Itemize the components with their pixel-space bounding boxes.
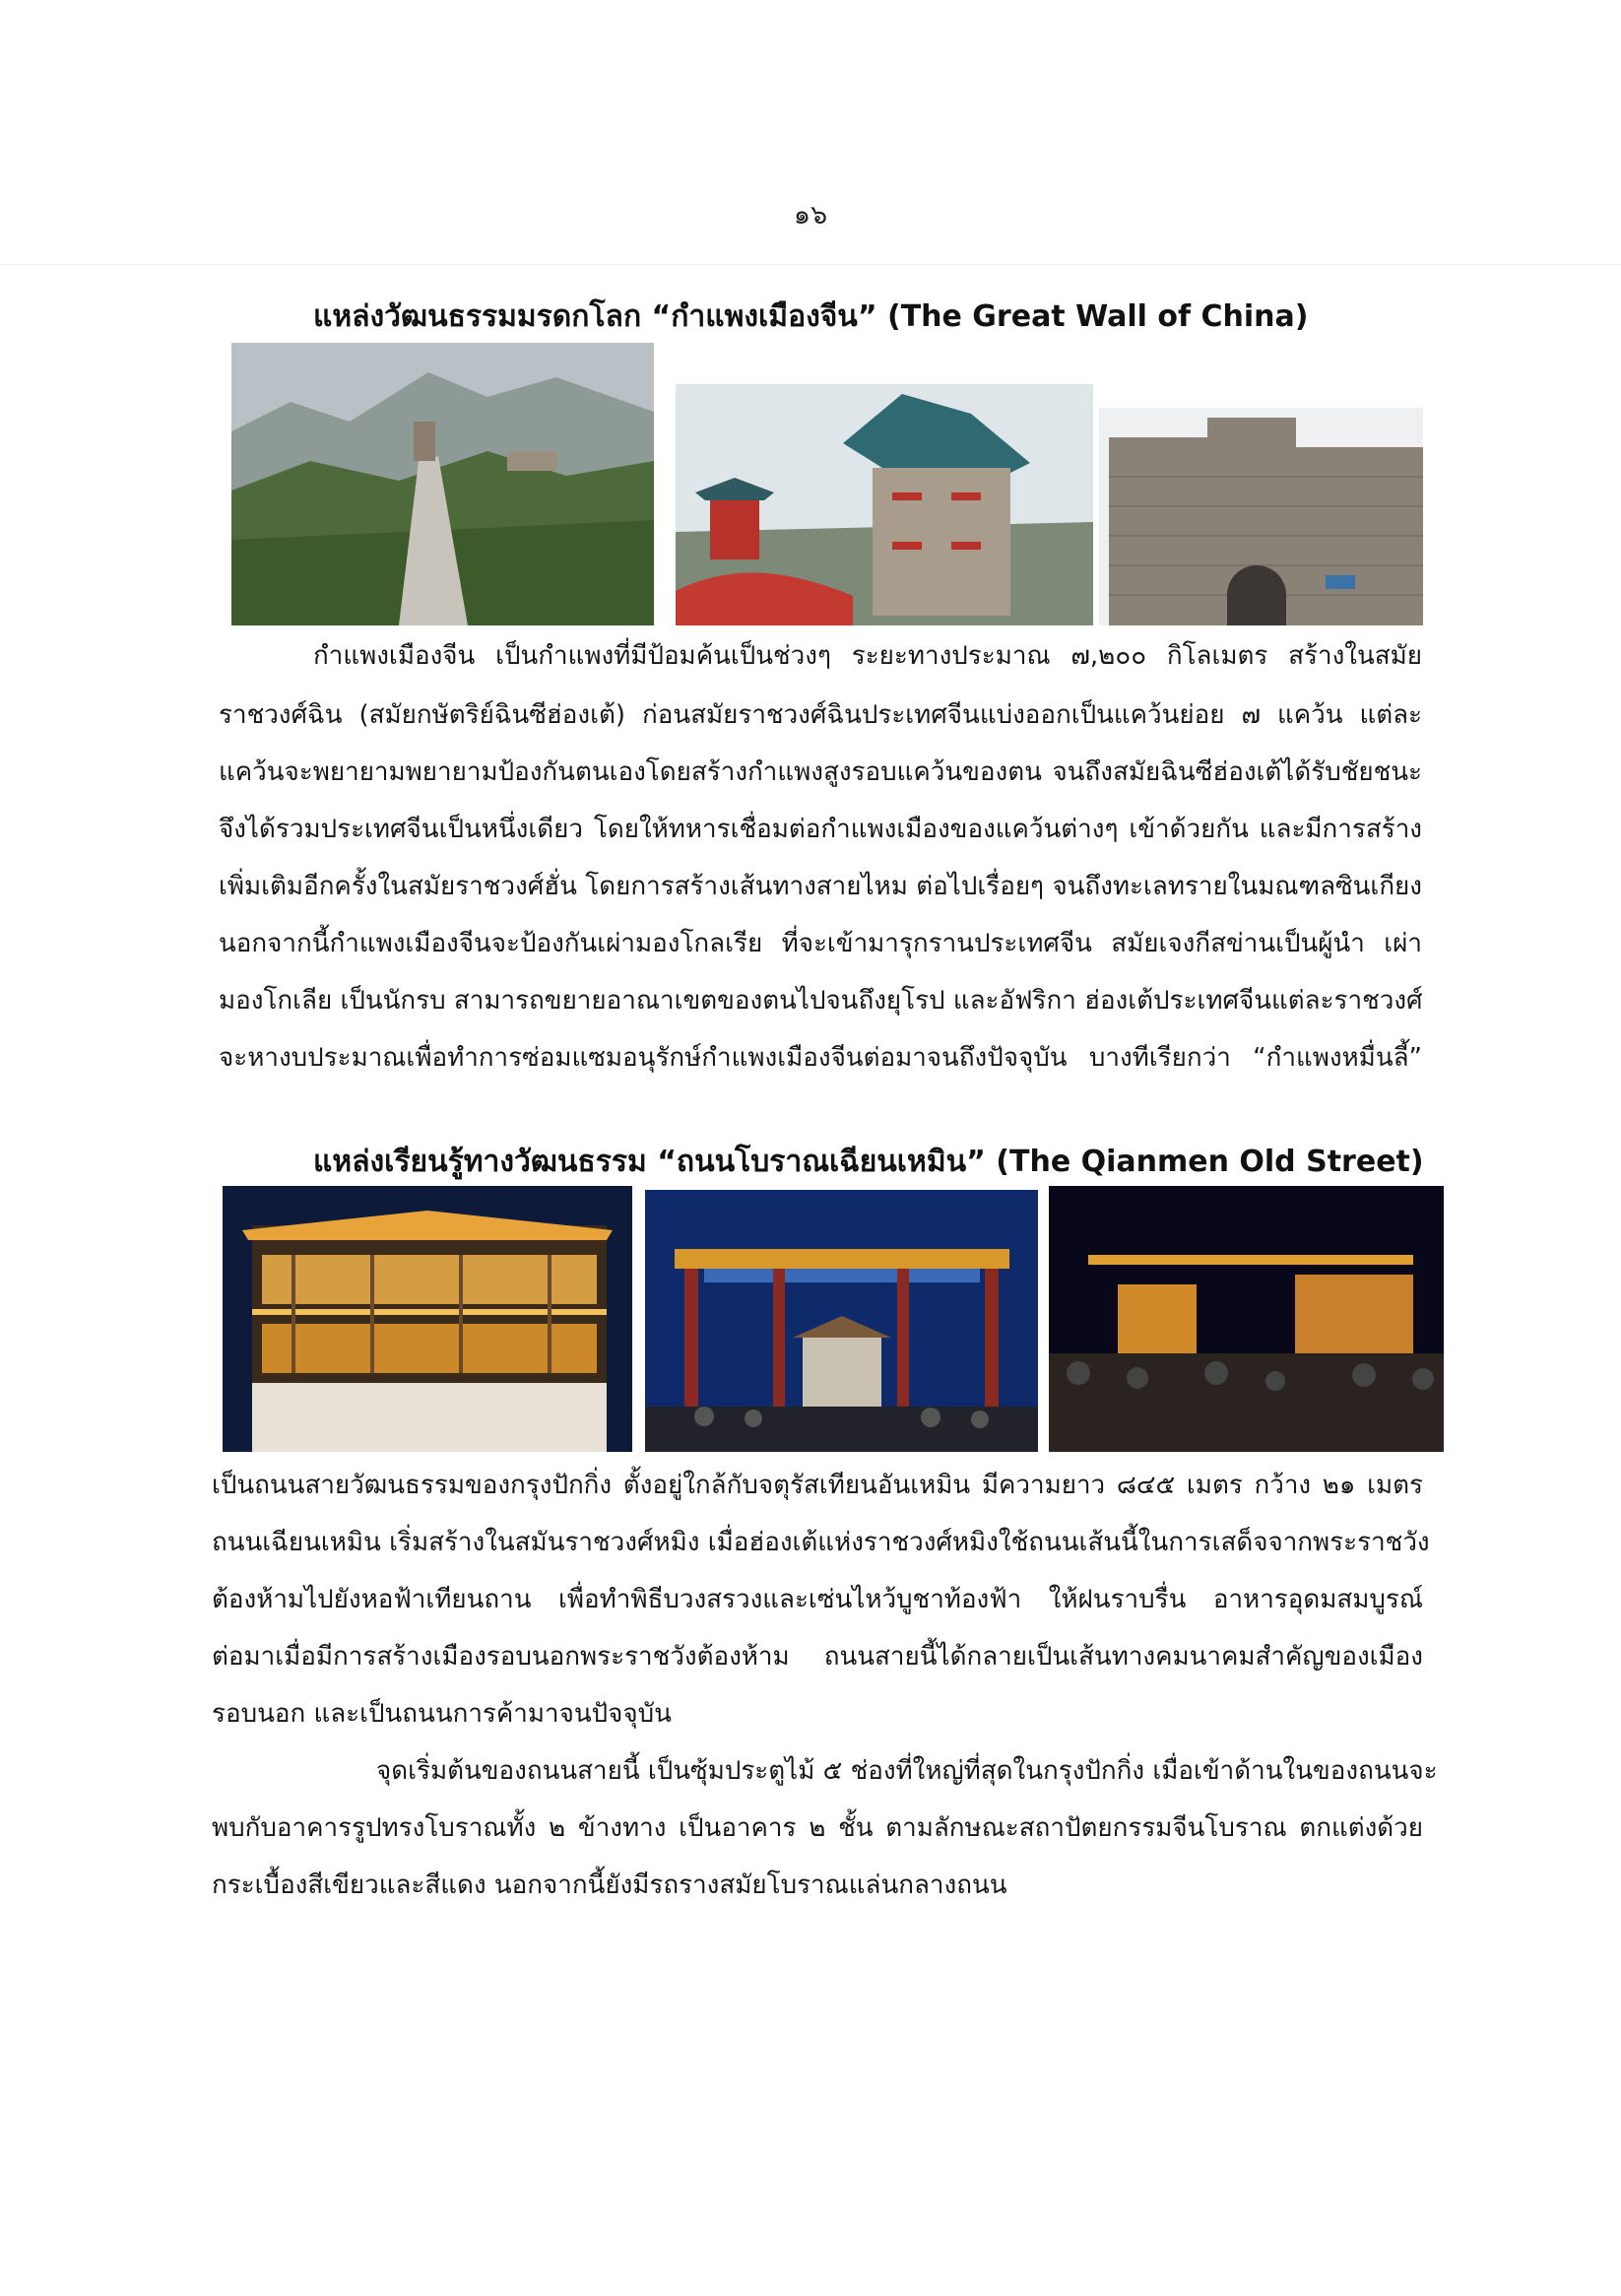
paragraph-line: เป็นถนนสายวัฒนธรรมของกรุงปักกิ่ง ตั้งอยู่ใกล้กับจตุรัสเทียนอันเหมิน มีความยาว ๘๔๕ เมตร กว้าง ๒๑ เมตร (212, 1471, 1423, 1500)
paragraph-line: ถนนเฉียนเหมิน เริ่มสร้างในสมันราชวงศ์หมิง เมื่อฮ่องเต้แห่งราชวงศ์หมิงใช้ถนนเส้นนี้ในการเสด็จจากพระราชวัง (212, 1528, 1430, 1557)
photo-great-wall-mountain (231, 343, 654, 625)
paragraph-line: ราชวงศ์ฉิน (สมัยกษัตริย์ฉินซีฮ่องเต้) ก่อนสมัยราชวงศ์ฉินประเทศจีนแบ่งออกเป็นแคว้นย่อย ๗ แคว้น แต่ละ (219, 700, 1422, 730)
section-heading-qianmen: แหล่งเรียนรู้ทางวัฒนธรรม “ถนนโบราณเฉียนเหมิน” (The Qianmen Old Street) (313, 1145, 1424, 1179)
section-heading-great-wall: แหล่งวัฒนธรรมมรดกโลก “กำแพงเมืองจีน” (The Great Wall of China) (313, 299, 1309, 334)
paragraph-line: มองโกเลีย เป็นนักรบ สามารถขยายอาณาเขตของตนไปจนถึงยุโรป และอัฟริกา ฮ่องเต้ประเทศจีนแต่ละราชวงศ์ (219, 986, 1423, 1016)
paragraph-line: จุดเริ่มต้นของถนนสายนี้ เป็นซุ้มประตูไม้ ๕ ช่องที่ใหญ่ที่สุดในกรุงปักกิ่ง เมื่อเข้าด้านในของถนนจะ (376, 1756, 1438, 1786)
paragraph-line: พบกับอาคารรูปทรงโบราณทั้ง ๒ ข้างทาง เป็นอาคาร ๒ ชั้น ตามลักษณะสถาปัตยกรรมจีนโบราณ ตกแต่งด้วย (212, 1813, 1423, 1843)
photo-great-wall-battlement (1099, 408, 1423, 625)
paragraph-line: ต่อมาเมื่อมีการสร้างเมืองรอบนอกพระราชวังต้องห้าม ถนนสายนี้ได้กลายเป็นเส้นทางคมนาคมสำคัญของเมือง (212, 1642, 1423, 1672)
photo-qianmen-street-crowd (1049, 1186, 1444, 1452)
photo-qianmen-building (223, 1186, 632, 1452)
paragraph-line: กระเบื้องสีเขียวและสีแดง นอกจากนี้ยังมีรถรางสมัยโบราณแล่นกลางถนน (212, 1870, 1007, 1900)
paragraph-line: เพิ่มเติมอีกครั้งในสมัยราชวงศ์ฮั่น โดยการสร้างเส้นทางสายไหม ต่อไปเรื่อยๆ จนถึงทะเลทรายในมณฑลซินเกียง (219, 872, 1422, 901)
page-number: ๑๖ (793, 200, 828, 230)
paragraph-line: จะหางบประมาณเพื่อทำการซ่อมแซมอนุรักษ์กำแพงเมืองจีนต่อมาจนถึงปัจจุบัน บางทีเรียกว่า “กำแพงหมื่นลี้” (219, 1043, 1422, 1073)
photo-qianmen-gate (645, 1190, 1038, 1452)
paragraph-line: จึงได้รวมประเทศจีนเป็นหนึ่งเดียว โดยให้ทหารเชื่อมต่อกำแพงเมืองของแคว้นต่างๆ เข้าด้วยกัน และมีการสร้าง (219, 815, 1422, 844)
paragraph-line: กำแพงเมืองจีน เป็นกำแพงที่มีป้อมค้นเป็นช่วงๆ ระยะทางประมาณ ๗,๒๐๐ กิโลเมตร สร้างในสมัย (313, 641, 1422, 671)
paragraph-line: นอกจากนี้กำแพงเมืองจีนจะป้องกันเผ่ามองโกลเรีย ที่จะเข้ามารุกรานประเทศจีน สมัยเจงกีสข่านเป็นผู้นำ เผ่า (219, 929, 1422, 958)
paragraph-line: แคว้นจะพยายามพยายามป้องกันตนเองโดยสร้างกำแพงสูงรอบแคว้นของตน จนถึงสมัยฉินซีฮ่องเต้ได้รับชัยชนะ (219, 757, 1422, 787)
paragraph-line: รอบนอก และเป็นถนนการค้ามาจนปัจจุบัน (212, 1699, 672, 1729)
scan-line-divider (0, 264, 1621, 265)
paragraph-line: ต้องห้ามไปยังหอฟ้าเทียนถาน เพื่อทำพิธีบวงสรวงและเซ่นไหว้บูชาท้องฟ้า ให้ฝนราบรื่น อาหารอุดมสมบูรณ์ (212, 1585, 1423, 1614)
photo-great-wall-watchtower (676, 384, 1093, 625)
